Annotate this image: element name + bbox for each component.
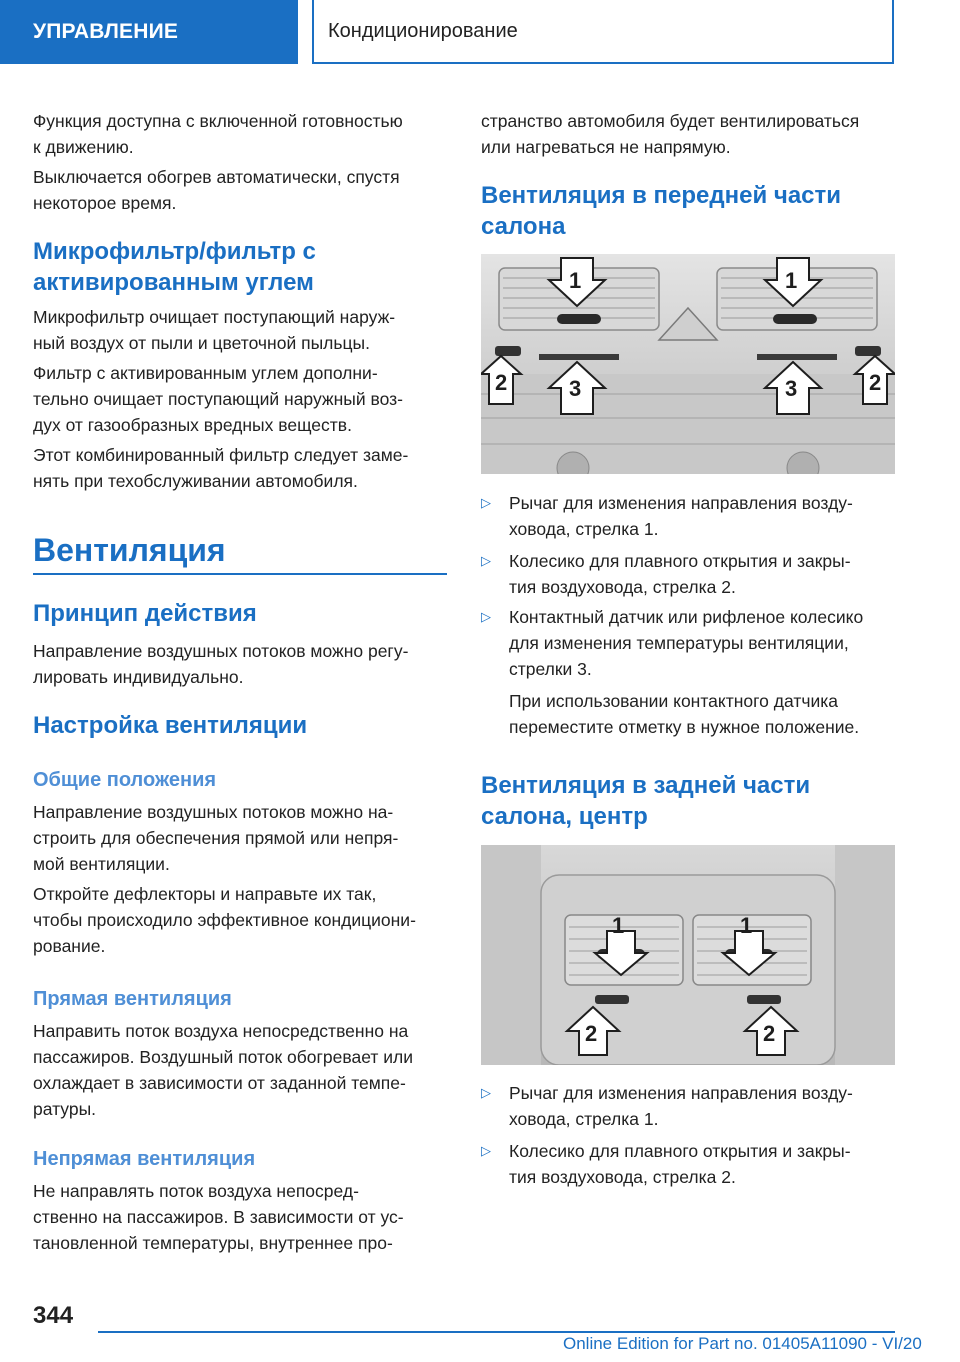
heading-microfilter-cont: активированным углем bbox=[33, 269, 314, 296]
paragraph-line: ный воздух от пыли и цветочной пыльцы. bbox=[33, 333, 370, 353]
callout-2-right: 2 bbox=[763, 1021, 776, 1046]
heading-direct: Прямая вентиляция bbox=[33, 988, 232, 1010]
bullet-arrow-icon: ▷ bbox=[481, 1085, 491, 1100]
paragraph-line: мой вентиляции. bbox=[33, 854, 170, 874]
paragraph-line: Фильтр с активированным углем дополни- bbox=[33, 363, 378, 383]
rear-vents-illustration bbox=[481, 845, 895, 1065]
heading-front-vent-cont: салона bbox=[481, 213, 566, 240]
list-item-text: Колесико для плавного открытия и закры- bbox=[509, 551, 851, 571]
paragraph-line: Не направлять поток воздуха непосред- bbox=[33, 1181, 359, 1201]
callout-2-right: 2 bbox=[869, 370, 882, 395]
list-item-text: Рычаг для изменения направления возду- bbox=[509, 1083, 853, 1103]
heading-front-vent: Вентиляция в передней части bbox=[481, 182, 842, 209]
paragraph-line: охлаждает в зависимости от заданной темпе- bbox=[33, 1073, 406, 1093]
section-rule bbox=[33, 573, 447, 575]
paragraph-line: к движению. bbox=[33, 137, 134, 157]
paragraph-line: чтобы происходило эффективное кондициони- bbox=[33, 910, 416, 930]
bullet-arrow-icon: ▷ bbox=[481, 609, 491, 624]
footer-rule bbox=[98, 1331, 895, 1333]
list-item-text: тия воздуховода, стрелка 2. bbox=[509, 577, 736, 597]
callout-1-left: 1 bbox=[569, 268, 582, 293]
edition-footer: Online Edition for Part no. 01405A11090 - VI/20 bbox=[563, 1334, 922, 1353]
paragraph-line: странство автомобиля будет вентилироваться bbox=[481, 111, 860, 131]
heading-ventilation: Вентиляция bbox=[33, 532, 226, 568]
paragraph-line: тельно очищает поступающий наружный воз- bbox=[33, 389, 403, 409]
paragraph-line: нять при техобслуживании автомобиля. bbox=[33, 471, 358, 491]
heading-general: Общие положения bbox=[33, 769, 217, 791]
callout-1-left: 1 bbox=[612, 913, 625, 938]
callout-2-left: 2 bbox=[585, 1021, 598, 1046]
front-vents-illustration bbox=[481, 254, 895, 474]
heading-rear-vent: Вентиляция в задней части bbox=[481, 772, 811, 799]
list-item-text: ховода, стрелка 1. bbox=[509, 519, 659, 539]
list-item-text: ховода, стрелка 1. bbox=[509, 1109, 659, 1129]
list-item bbox=[481, 1138, 895, 1190]
bullet-arrow-icon: ▷ bbox=[481, 495, 491, 510]
front-vents-figure bbox=[481, 254, 895, 474]
paragraph-line: Микрофильтр очищает поступающий наруж- bbox=[33, 307, 396, 327]
list-item-text: Рычаг для изменения направления возду- bbox=[509, 493, 853, 513]
list-item bbox=[481, 548, 895, 600]
list-item bbox=[481, 1080, 895, 1132]
paragraph-line: ратуры. bbox=[33, 1099, 97, 1119]
callout-3-right: 3 bbox=[785, 376, 798, 401]
paragraph-line: дух от газообразных вредных веществ. bbox=[33, 415, 352, 435]
paragraph-line: строить для обеспечения прямой или непря- bbox=[33, 828, 399, 848]
list-item-note: При использовании контактного датчика bbox=[509, 691, 838, 711]
callout-1-right: 1 bbox=[785, 268, 798, 293]
heading-indirect: Непрямая вентиляция bbox=[33, 1148, 256, 1170]
paragraph-line: Направить поток воздуха непосредственно на bbox=[33, 1021, 409, 1041]
paragraph-line: Направление воздушных потоков можно регу- bbox=[33, 641, 409, 661]
section-tab: УПРАВЛЕНИЕ bbox=[0, 0, 298, 64]
heading-rear-vent-cont: салона, центр bbox=[481, 803, 648, 830]
paragraph-line: Выключается обогрев автоматически, спустя bbox=[33, 167, 400, 187]
paragraph-line: тановленной температуры, внутреннее про- bbox=[33, 1233, 393, 1253]
rear-vents-figure bbox=[481, 845, 895, 1065]
list-item-text: тия воздуховода, стрелка 2. bbox=[509, 1167, 736, 1187]
heading-principle: Принцип действия bbox=[33, 600, 257, 627]
heading-setup: Настройка вентиляции bbox=[33, 712, 308, 739]
paragraph-line: рование. bbox=[33, 936, 106, 956]
list-item-text: Колесико для плавного открытия и закры- bbox=[509, 1141, 851, 1161]
list-item bbox=[481, 604, 895, 737]
paragraph-line: ственно на пассажиров. В зависимости от ус- bbox=[33, 1207, 404, 1227]
bullet-arrow-icon: ▷ bbox=[481, 1143, 491, 1158]
chapter-title: Кондиционирование bbox=[312, 0, 894, 64]
paragraph-line: некоторое время. bbox=[33, 193, 177, 213]
paragraph-line: пассажиров. Воздушный поток обогревает или bbox=[33, 1047, 413, 1067]
list-item-text: стрелки 3. bbox=[509, 659, 592, 679]
list-item-text: для изменения температуры вентиляции, bbox=[509, 633, 849, 653]
heading-microfilter: Микрофильтр/фильтр с bbox=[33, 238, 316, 265]
page-number: 344 bbox=[33, 1302, 74, 1329]
paragraph-line: лировать индивидуально. bbox=[33, 667, 244, 687]
list-item bbox=[481, 490, 895, 542]
paragraph-line: Этот комбинированный фильтр следует заме- bbox=[33, 445, 409, 465]
paragraph-line: Направление воздушных потоков можно на- bbox=[33, 802, 394, 822]
paragraph-line: Функция доступна с включенной готовностью bbox=[33, 111, 403, 131]
callout-2-left: 2 bbox=[495, 370, 508, 395]
bullet-arrow-icon: ▷ bbox=[481, 553, 491, 568]
list-item-text: Контактный датчик или рифленое колесико bbox=[509, 607, 864, 627]
callout-1-right: 1 bbox=[740, 913, 753, 938]
paragraph-line: или нагреваться не напрямую. bbox=[481, 137, 731, 157]
paragraph-line: Откройте дефлекторы и направьте их так, bbox=[33, 884, 377, 904]
list-item-note: переместите отметку в нужное положение. bbox=[509, 717, 860, 737]
callout-3-left: 3 bbox=[569, 376, 582, 401]
